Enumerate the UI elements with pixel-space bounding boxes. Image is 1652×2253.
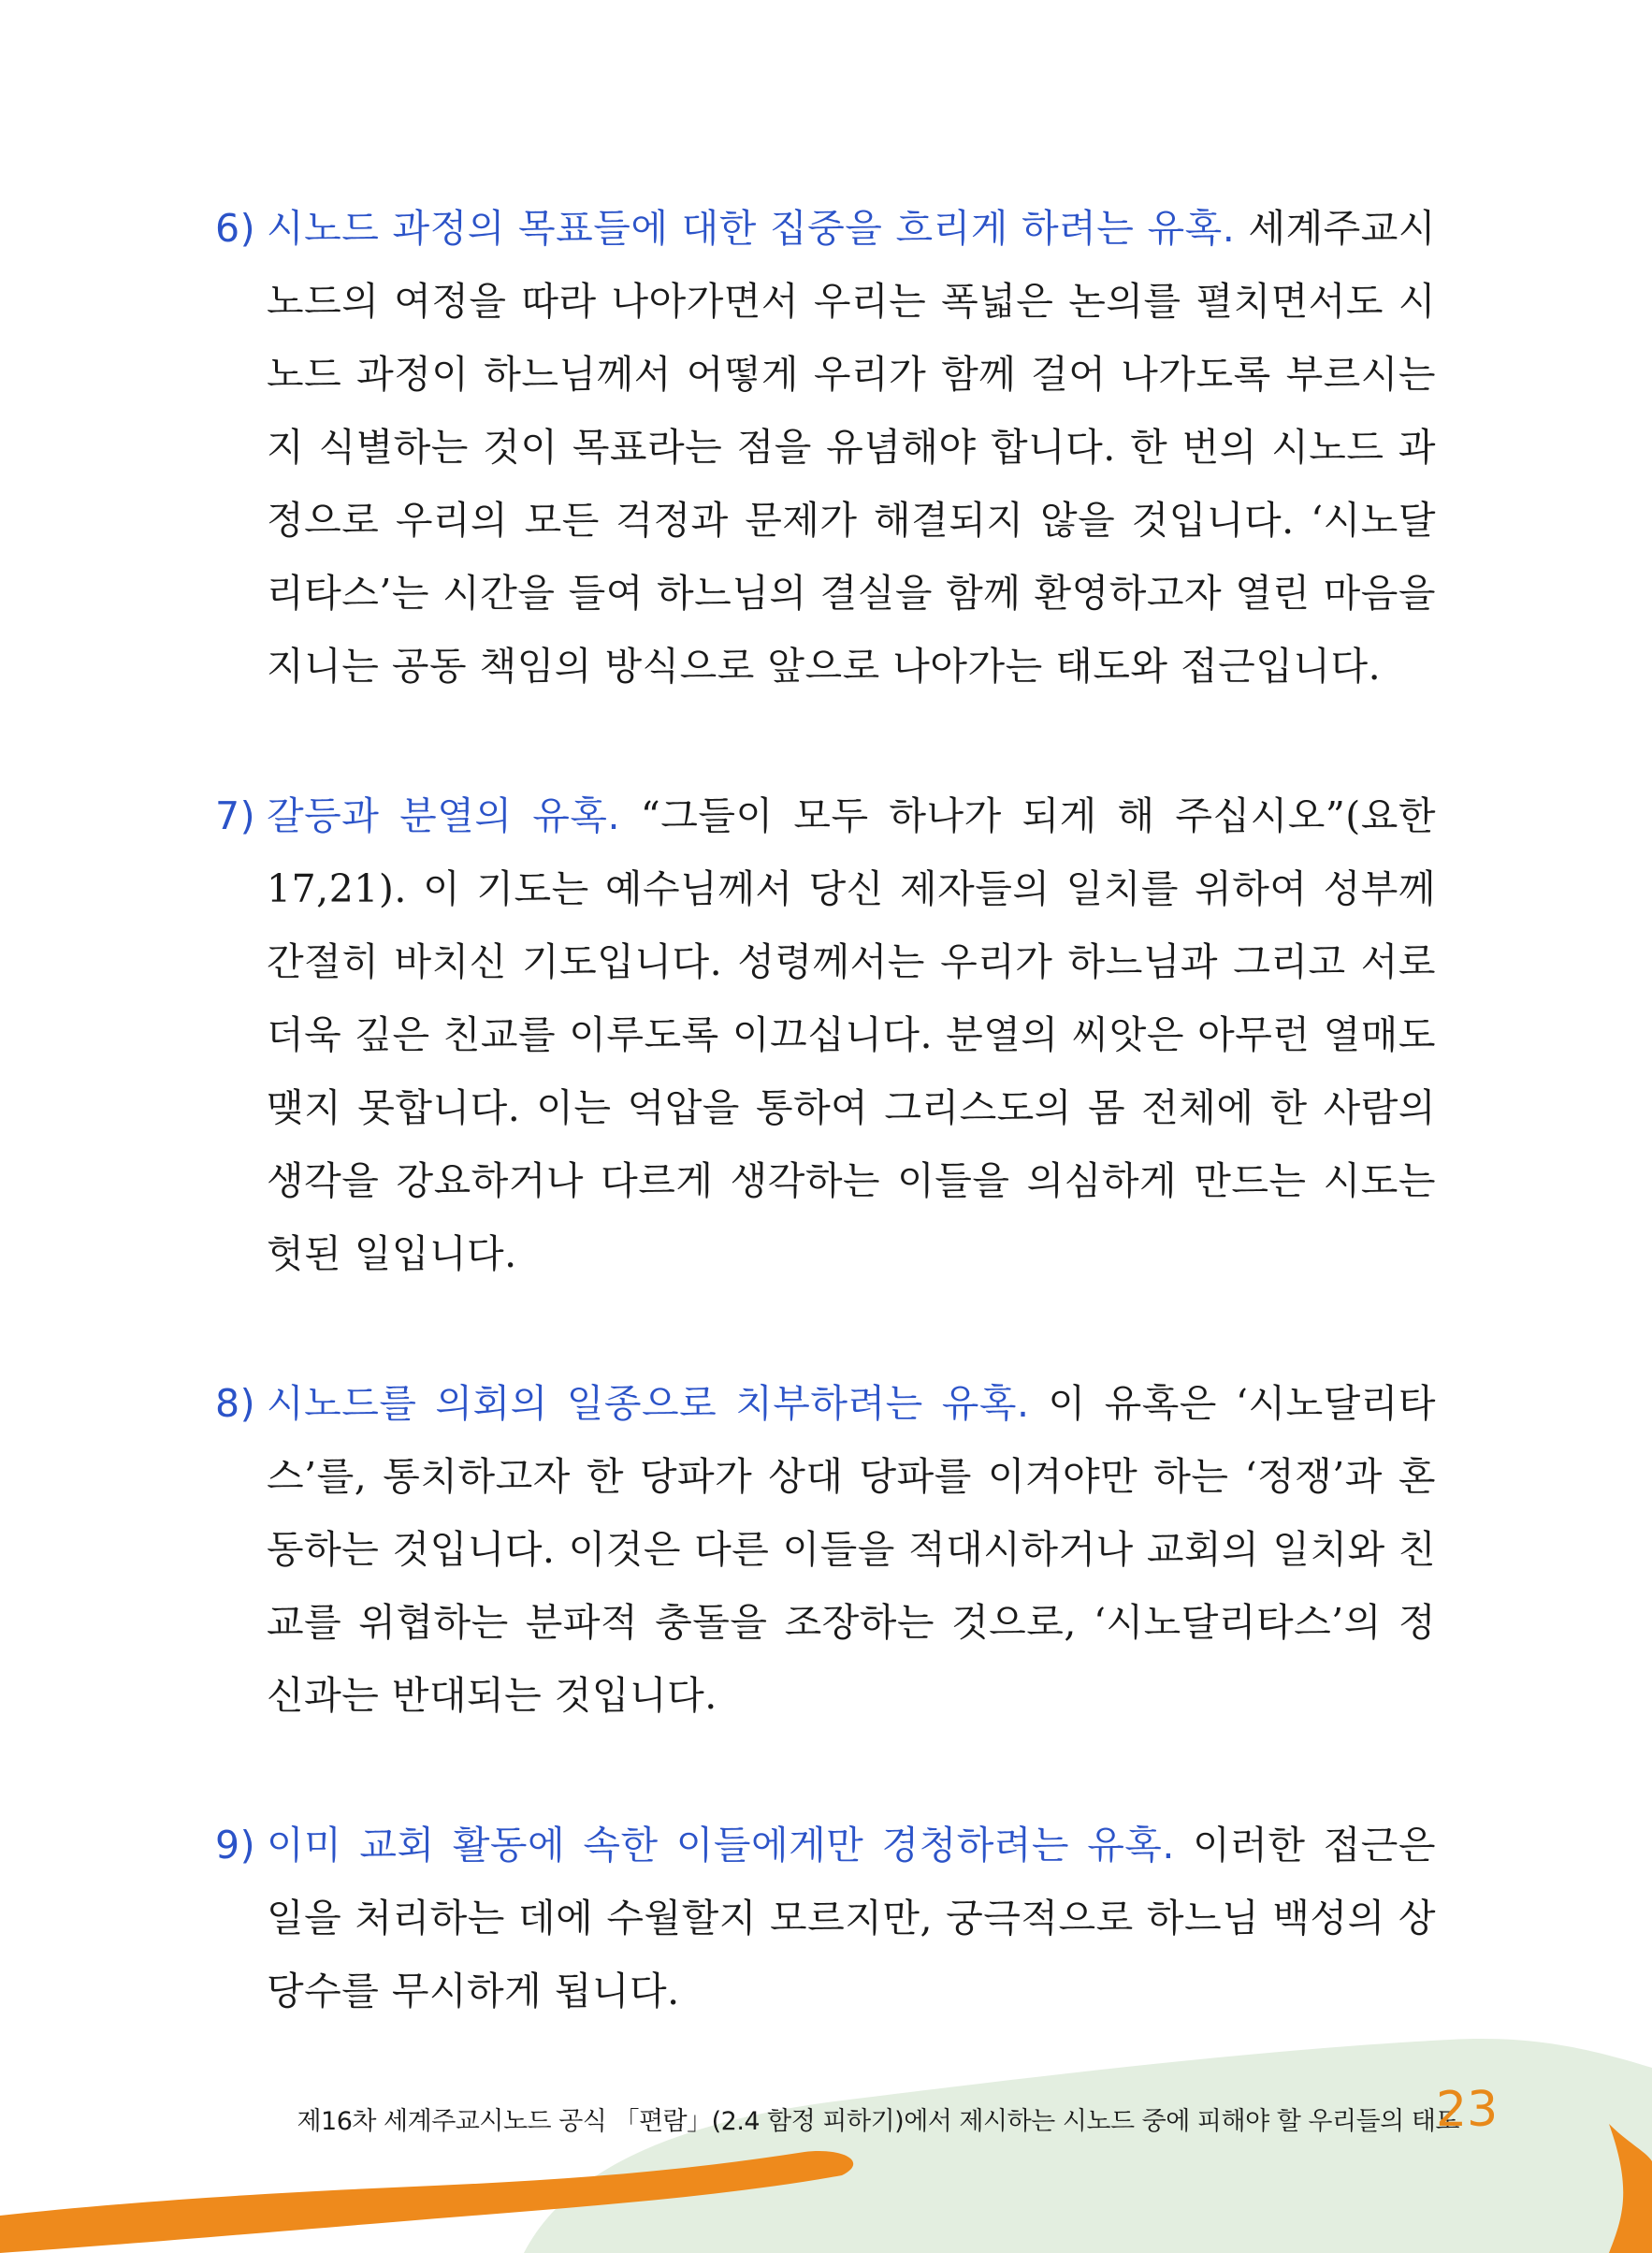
temptation-list <box>215 192 1436 2104</box>
list-item-9 <box>215 1809 1436 2028</box>
item-heading: 시노드 과정의 목표들에 대한 집중을 흐리게 하려는 유혹. <box>267 206 1249 251</box>
item-heading: 이미 교회 활동에 속한 이들에게만 경청하려는 유혹. <box>267 1823 1194 1868</box>
item-body: 이러한 접근은 일을 처리하는 데에 수월할지 모르지만, 궁극적으로 하느님 백성의 상당수를 무시하게 됩니다. <box>267 1823 1436 2013</box>
item-heading: 갈등과 분열의 유혹. <box>267 793 641 838</box>
item-body: “그들이 모두 하나가 되게 해 주십시오”(요한 17,21). 이 기도는 예수님께서 당신 제자들의 일치를 위하여 성부께 간절히 바치신 기도입니다. 성령께서는 우리가 하느님과 그리고 서로 더욱 깊은 친교를 이루도록 이끄십니다. 분열의 씨앗은 아무런 열매도 맺지 못합니다. 이는 억압을 통하여 그리스도의 몸 전체에 한 사람의 생각을 강요하거나 다르게 생각하는 이들을 의심하게 만드는 시도는 헛된 일입니다. <box>267 793 1436 1276</box>
item-number: 8) <box>215 1381 256 1426</box>
item-number: 6) <box>215 206 256 251</box>
green-wash <box>524 2039 1652 2253</box>
item-heading: 시노드를 의회의 일종으로 치부하려는 유혹. <box>267 1381 1049 1426</box>
item-body: 이 유혹은 ‘시노달리타스’를, 통치하고자 한 당파가 상대 당파를 이겨야만 하는 ‘정쟁’과 혼동하는 것입니다. 이것은 다른 이들을 적대시하거나 교회의 일치와 친교를 위협하는 분파적 충돌을 조장하는 것으로, ‘시노달리타스’의 정신과는 반대되는 것입니다. <box>267 1381 1436 1718</box>
item-number: 7) <box>215 793 256 838</box>
item-number: 9) <box>215 1823 256 1868</box>
list-item-8 <box>215 1367 1436 1732</box>
footer-caption: 제16차 세계주교시노드 공식 「편람」(2.4 함정 피하기)에서 제시하는 시노드 중에 피해야 할 우리들의 태도 <box>297 2107 1459 2136</box>
list-item-7 <box>215 779 1436 1290</box>
list-item-6 <box>215 192 1436 703</box>
item-body: 세계주교시노드의 여정을 따라 나아가면서 우리는 폭넓은 논의를 펼치면서도 시노드 과정이 하느님께서 어떻게 우리가 함께 걸어 나가도록 부르시는지 식별하는 것이 목표라는 점을 유념해야 합니다. 한 번의 시노드 과정으로 우리의 모든 걱정과 문제가 해결되지 않을 것입니다. ‘시노달리타스’는 시간을 들여 하느님의 결실을 함께 환영하고자 열린 마음을 지니는 공동 책임의 방식으로 앞으로 나아가는 태도와 접근입니다. <box>267 206 1436 689</box>
page-number: 23 <box>1436 2082 1499 2138</box>
